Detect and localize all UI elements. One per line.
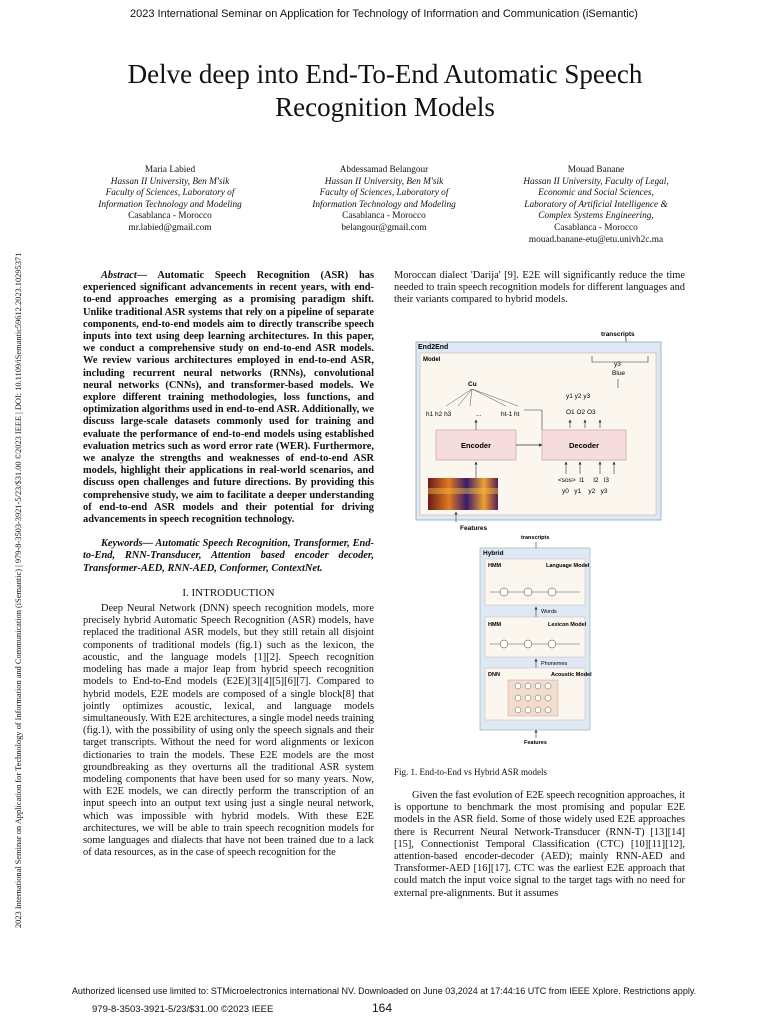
e2e-model-label: Model: [423, 357, 441, 363]
e2e-y0-row: y0 y1 y2 y3: [562, 488, 608, 495]
author-affiliation-line: Complex Systems Engineering,: [538, 211, 654, 222]
hybrid-transcripts-label: transcripts: [521, 535, 550, 541]
dnn-node: [545, 695, 551, 701]
footer-authorized-notice: Authorized licensed use limited to: STMicroelectronics international NV. Downloaded on June 03,2024 at 17:44:16 UTC from IEEE Xplore. Restrictions apply.: [71, 986, 697, 996]
side-citation-text: 2023 International Seminar on Application for Technology of Information and Communication (iSemantic) | 979-8-3503-3921-5/23/$31.00 ©2023 IEEE | DOI: 10.1109/iSemantic59612.2023.10295371: [14, 252, 23, 928]
figure-caption: Fig. 1. End-to-End vs Hybrid ASR models: [394, 767, 548, 777]
lm-hmm-state: [548, 588, 556, 596]
author-affiliation-line: Faculty of Sciences, Laboratory of: [319, 188, 449, 199]
e2e-features-label: Features: [460, 525, 488, 532]
encoder-label: Encoder: [460, 441, 492, 450]
author-affiliation-line: Hassan II University, Ben M'sik: [324, 176, 444, 187]
hybrid-hmm-label-2: HMM: [488, 622, 502, 628]
e2e-y-row: y1 y2 y3: [566, 393, 591, 400]
e2e-panel-label: End2End: [418, 344, 449, 351]
spectrogram-band: [428, 488, 498, 494]
words-label: Words: [541, 609, 557, 615]
lexicon-model-label: Lexicon Model: [548, 622, 587, 628]
author-block-1: [60, 165, 280, 235]
dnn-node: [515, 695, 521, 701]
author-location: Casablanca - Morocco: [128, 211, 212, 222]
author-location: Casablanca - Morocco: [554, 222, 638, 233]
author-affiliation-line: Information Technology and Modeling: [98, 199, 242, 210]
abstract: [83, 270, 374, 526]
lex-hmm-state: [524, 640, 532, 648]
e2e-h-row: h1 h2 h3: [426, 411, 452, 418]
figure-1-diagram: [396, 330, 666, 750]
dnn-node: [535, 683, 541, 689]
right-column-bottom: [394, 790, 685, 900]
hybrid-features-label: Features: [524, 740, 547, 746]
dnn-node: [535, 707, 541, 713]
paper-title: Delve deep into End-To-End Automatic Speech Recognition Models: [127, 59, 643, 122]
author-affiliation-line: Economic and Social Sciences,: [538, 188, 654, 199]
author-affiliation-line: Hassan II University, Ben M'sik: [110, 176, 230, 187]
hybrid-panel-label: Hybrid: [483, 550, 504, 557]
right-column-top: [394, 270, 685, 307]
abstract-text: Automatic Speech Recognition (ASR) has experienced significant advancements in recent years, with end-to-end approaches emerging as a promising paradigm shift. Unlike traditional ASR systems that rely on a pipeline of separate components, end-to-end models aim to directly transcribe speech inputs into text using deep learning architectures. In this paper, we conduct a comprehensive study on end-to-end ASR models. We review various architectures employed in end-to-end ASR, including recurrent neural networks (RNNs), convolutional neural networks (CNNs), and transformer-based models. We explore different training methodologies, loss functions, and optimization algorithms used in end-to-end ASR. Additionally, we discuss large-scale datasets commonly used for training and evaluate the performance of end-to-end models using established evaluation metrics such as word error rate (WER). Furthermore, we analyze the strengths and weaknesses of end-to-end ASR models, highlight their applications in real-world scenarios, and discuss open challenges and future directions. By providing this comprehensive study, we aim to facilitate a deeper understanding of end-to-end ASR models and their potential for driving advancements in speech recognition technology.: [83, 270, 374, 526]
dnn-node: [515, 683, 521, 689]
author-name: Mouad Banane: [567, 165, 625, 175]
dnn-node: [545, 683, 551, 689]
language-model-label: Language Model: [546, 563, 590, 569]
e2e-transcripts-label: transcripts: [601, 331, 635, 338]
author-email: mouad.banane-etu@etu.univh2c.ma: [528, 234, 664, 245]
e2e-cu-label: Cu: [468, 381, 477, 388]
dnn-node: [525, 707, 531, 713]
page-number: 164: [372, 1001, 393, 1015]
e2e-o-row: O1 O2 O3: [566, 409, 596, 416]
footer-isbn: 979-8-3503-3921-5/23/$31.00 ©2023 IEEE: [92, 1004, 274, 1015]
acoustic-model-label: Acoustic Model: [551, 672, 592, 678]
author-block-2: [274, 165, 494, 235]
right-bottom-paragraph: Given the fast evolution of E2E speech recognition approaches, it is opportune to benchmark the most promising and popular E2E models in the ASR field. Some of those widely used E2E approaches there is Recurrent Neural Network-Transducer (RNN-T) [13][14][15], Connectionist Temporal Classification (CTC) [10][11][12], attention-based encoder-decoder (AED); mainly RNN-AED and Transformer-AED [16][17]. CTC was the earliest E2E approach that could match the input voice signal to the target tags with no need for external pre-alignments. But it assumes: [394, 790, 685, 899]
left-column: [83, 270, 374, 859]
conference-header: 2023 International Seminar on Application for Technology of Information and Communication (iSemantic): [130, 8, 638, 20]
dnn-label: DNN: [488, 672, 500, 678]
e2e-dots: ...: [476, 411, 482, 418]
hybrid-hmm-label-1: HMM: [488, 563, 502, 569]
author-email: mr.labied@gmail.com: [128, 222, 212, 233]
lm-hmm-state: [524, 588, 532, 596]
dnn-node: [545, 707, 551, 713]
lm-hmm-state: [500, 588, 508, 596]
author-email: belangour@gmail.com: [341, 222, 427, 233]
right-top-paragraph: Moroccan dialect 'Darija' [9]. E2E will significantly reduce the time needed to train speech recognition models for different languages and their variants compared to hybrid models.: [394, 270, 685, 306]
keywords: Keywords— Automatic Speech Recognition, Transformer, End-to-End, RNN-Transducer, Attention based encoder decoder, Transformer-AED, RNN-AED, Conformer, ContextNet.: [83, 538, 374, 574]
e2e-l-row: <sos> l1 l2 l3: [558, 477, 609, 484]
author-affiliation-line: Faculty of Sciences, Laboratory of: [105, 188, 235, 199]
lex-hmm-state: [548, 640, 556, 648]
author-affiliation-line: Laboratory of Artificial Intelligence &: [524, 199, 668, 210]
e2e-blue-label: Blue: [612, 370, 626, 377]
phonemes-label: Phonemes: [541, 661, 568, 667]
author-name: Maria Labied: [144, 165, 196, 175]
lex-hmm-state: [500, 640, 508, 648]
author-affiliation-line: Information Technology and Modeling: [312, 199, 456, 210]
abstract-label: Abstract—: [101, 270, 148, 281]
decoder-label: Decoder: [568, 441, 600, 450]
author-affiliation-line: Hassan II University, Faculty of Legal,: [523, 176, 669, 187]
author-location: Casablanca - Morocco: [342, 211, 426, 222]
intro-paragraph: Deep Neural Network (DNN) speech recognition models, more precisely hybrid Automatic Speech Recognition (ASR) models, have replaced the traditional ASR models, but they still retain all disjoint components of traditional models (fig.1) such as the lexicon, the acoustic, and the language models [1][2]. Speech recognition modeling has made a major leap from hybrid speech recognition models to End-to-End models (E2E)[3][4][5][6][7]. Compared to hybrid models, E2E models are composed of a single block[8] that jointly optimizes acoustic, lexical, and language models simultaneously. With E2E architectures, a single model needs training (fig.1), with the possibility of using only the speech signals and their target transcripts. Without the need for word alignments or lexicon dictionaries to train the models. These E2E models are the most groundbreaking as they overturns all the traditional ASR system modeling components that have been used for so many years. Now, with E2E models, we can directly perform the transcription of an input speech into an output text using just a single neural network, which was impossible with hybrid models. With these E2E architectures, we will be able to train speech recognition models for some languages and dialects that have not been trained due to a lack of data resources, as in the case of speech recognition for the: [83, 603, 374, 859]
dnn-node: [525, 683, 531, 689]
author-name: Abdessamad Belangour: [339, 165, 429, 175]
section-heading-introduction: I. INTRODUCTION: [182, 586, 275, 599]
dnn-node: [515, 707, 521, 713]
author-block-3: [486, 165, 706, 246]
dnn-node: [535, 695, 541, 701]
e2e-ht-label: ht-1 ht: [501, 411, 520, 418]
e2e-y3-label: y3: [614, 361, 621, 368]
dnn-node: [525, 695, 531, 701]
